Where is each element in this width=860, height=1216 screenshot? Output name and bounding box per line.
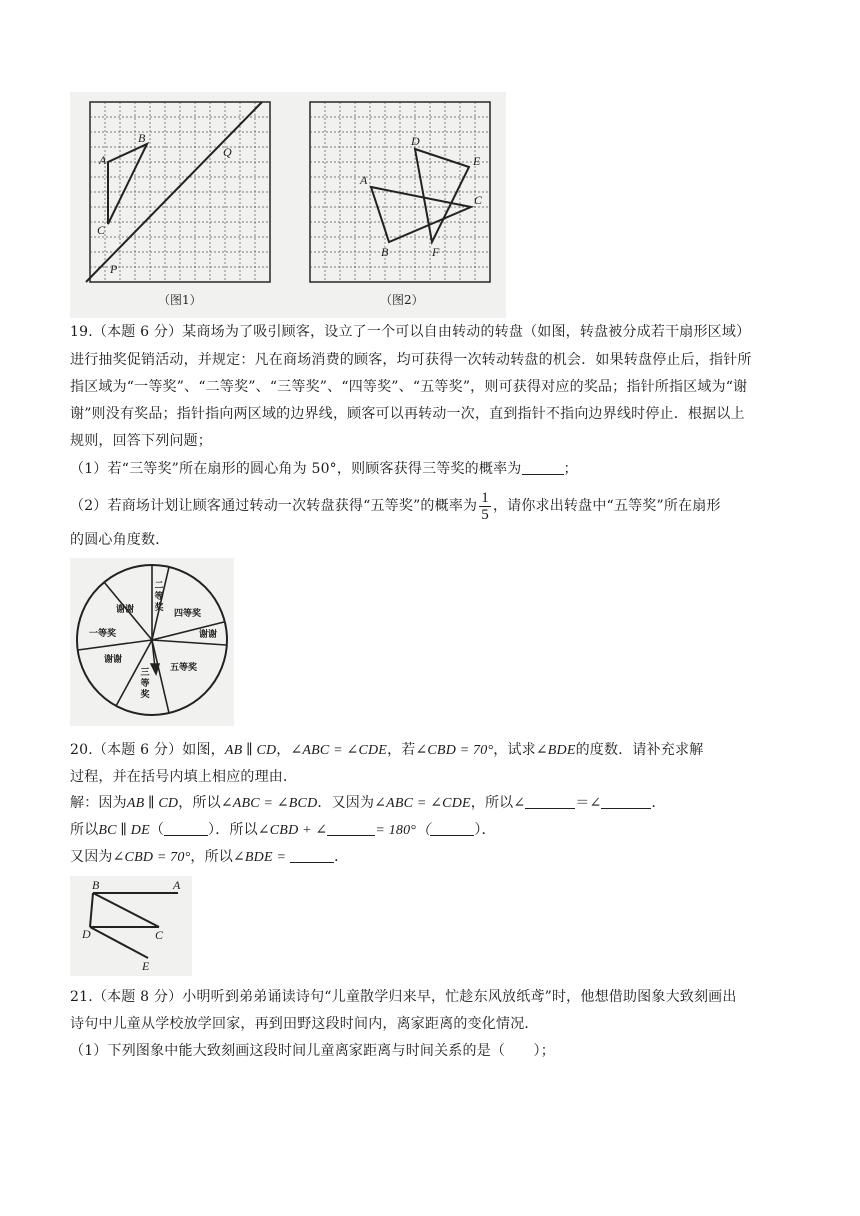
wheel-xiexie-top: 谢谢 <box>116 605 135 615</box>
q20-text: ，试求 <box>493 742 536 758</box>
answer-blank[interactable] <box>327 821 375 836</box>
fraction-one-fifth <box>479 490 491 523</box>
math-angle-cbd-plus: ∠CBD + ∠ <box>257 823 328 838</box>
wheel-xiexie-bottom: 谢谢 <box>104 655 123 665</box>
q20-text: ， <box>276 742 291 758</box>
q20-line-3 <box>70 793 666 814</box>
figure-1-caption: （图1） <box>158 293 202 307</box>
figure-2-caption: （图2） <box>380 293 424 307</box>
q19-line-5: 规则，回答下列问题； <box>70 433 212 449</box>
q19-sub-1 <box>70 459 578 479</box>
q20-text: 20.（本题 6 分）如图， <box>70 742 225 758</box>
answer-blank[interactable] <box>522 460 564 475</box>
q20-text: 解：因为 <box>70 795 127 811</box>
fig20-label-b: B <box>92 878 100 892</box>
q19-line-2: 进行抽奖促销活动，并规定：凡在商场消费的顾客，均可获得一次转动转盘的机会．如果转盘停止后，指针所 <box>70 352 752 368</box>
q20-text: ）．所以 <box>208 822 258 838</box>
wheel-sideng: 四等奖 <box>174 609 202 619</box>
fig20-label-d: D <box>82 927 91 941</box>
figure-2-shapes <box>371 149 471 242</box>
fig20-label-a: A <box>173 878 181 892</box>
q19-sub-2 <box>70 486 721 526</box>
q19-sub1-end: ； <box>563 461 578 477</box>
math-ab-parallel-cd: AB ∥ CD <box>224 743 277 758</box>
q21-line-1: 21.（本题 8 分）小明听到弟弟诵读诗句“儿童散学归来早，忙趁东风放纸鸢”时，他想借助图象大致刻画出 <box>70 989 737 1005</box>
q20-text: = 180°（ <box>375 823 431 838</box>
math-angle-abc-eq-cde: ∠ABC = ∠CDE <box>374 796 471 811</box>
math-angle-abc-eq-cde: ∠ABC = ∠CDE <box>290 743 388 758</box>
math-angle-cbd: ∠CBD = 70° <box>112 850 191 865</box>
q19-sub-2-cont: 的圆心角度数． <box>70 532 170 548</box>
q19-sub2-text-b: ，请你求出转盘中“五等奖”所在扇形 <box>492 498 721 514</box>
q20-figure <box>70 876 192 976</box>
q20-line-4 <box>70 820 496 841</box>
q20-text: 又因为 <box>70 849 113 865</box>
figure-1-grid <box>90 102 270 282</box>
math-angle-bde: ∠BDE <box>535 743 576 758</box>
spinner-wheel-figure <box>70 558 234 726</box>
wheel-wudeng: 五等奖 <box>170 663 198 673</box>
fig2-label-d: D <box>411 134 420 148</box>
q20-text: ＝∠ <box>575 795 602 811</box>
q21-line-3: （1）下列图象中能大致刻画这段时间儿童离家距离与时间关系的是（ ）； <box>70 1043 555 1059</box>
q20-line-1 <box>70 740 703 761</box>
q19-line-1: 19.（本题 6 分）某商场为了吸引顾客，设立了一个可以自由转动的转盘（如图，转盘被分成若干扇形区域） <box>70 324 751 340</box>
q20-text: 所以 <box>70 822 99 838</box>
fig1-label-c: C <box>97 223 106 237</box>
wheel-erdeng: 二等奖 <box>154 581 164 613</box>
fig2-label-e: E <box>473 154 481 168</box>
q20-text: ，若 <box>387 742 416 758</box>
math-angle-bde: ∠BDE = <box>233 850 287 865</box>
q20-text: ，所以 <box>190 849 233 865</box>
grid-figures <box>70 92 506 318</box>
q20-text: 的度数．请补充求解 <box>575 742 704 758</box>
fig1-label-q: Q <box>223 145 232 159</box>
fraction-numerator: 1 <box>481 489 489 506</box>
math-bc-parallel-de: BC ∥ DE <box>98 823 150 838</box>
q20-text: ． <box>651 795 666 811</box>
wheel-xiexie-right: 谢谢 <box>199 630 218 640</box>
math-angle-cbd: ∠CBD = 70° <box>415 743 494 758</box>
q20-text: ，所以∠ <box>470 795 526 811</box>
fig1-label-p: P <box>110 262 118 276</box>
q20-line-2: 过程，并在括号内填上相应的理由． <box>70 769 298 785</box>
fraction-denominator: 5 <box>481 506 489 523</box>
fig20-label-c: C <box>155 928 164 942</box>
q20-text: ． <box>334 849 349 865</box>
answer-blank[interactable] <box>601 794 651 809</box>
q19-line-4: 谢”则没有奖品；指针指向两区域的边界线，顾客可以再转动一次，直到指针不指向边界线时停止．根据以上 <box>70 406 745 422</box>
q20-text: （ <box>149 822 165 838</box>
q19-sub1-text: （1）若“三等奖”所在扇形的圆心角为 50°，则顾客获得三等奖的概率为 <box>70 461 522 477</box>
answer-blank[interactable] <box>430 821 474 836</box>
fig2-label-a: A <box>360 173 368 187</box>
fig2-label-b: B <box>381 245 389 259</box>
fig1-label-a: A <box>99 153 107 167</box>
answer-blank[interactable] <box>525 794 575 809</box>
math-angle-abc-eq-bcd: ∠ABC = ∠BCD <box>220 796 318 811</box>
fig2-label-f: F <box>432 245 440 259</box>
q19-line-3: 指区域为“一等奖”、“二等奖”、“三等奖”、“四等奖”、“五等奖”，则可获得对应的奖品；指针所指区域为“谢 <box>70 379 748 395</box>
wheel-yideng: 一等奖 <box>89 629 117 639</box>
fig20-label-e: E <box>142 959 150 973</box>
answer-blank[interactable] <box>164 821 208 836</box>
q20-text: ）． <box>474 822 496 838</box>
fig1-label-b: B <box>138 131 146 145</box>
fig2-label-c: C <box>474 193 483 207</box>
q20-text: ，所以 <box>178 795 221 811</box>
answer-blank[interactable] <box>290 848 334 863</box>
q20-text: ．又因为 <box>317 795 375 811</box>
q20-line-5 <box>70 847 348 868</box>
wheel-sandeng: 三等奖 <box>140 668 150 700</box>
math-ab-parallel-cd: AB ∥ CD <box>126 796 179 811</box>
q21-line-2: 诗句中儿童从学校放学回家，再到田野这段时间内，离家距离的变化情况． <box>70 1016 539 1032</box>
wheel-pointer <box>151 640 159 674</box>
q19-sub2-text: （2）若商场计划让顾客通过转动一次转盘获得“五等奖”的概率为 <box>70 498 478 514</box>
